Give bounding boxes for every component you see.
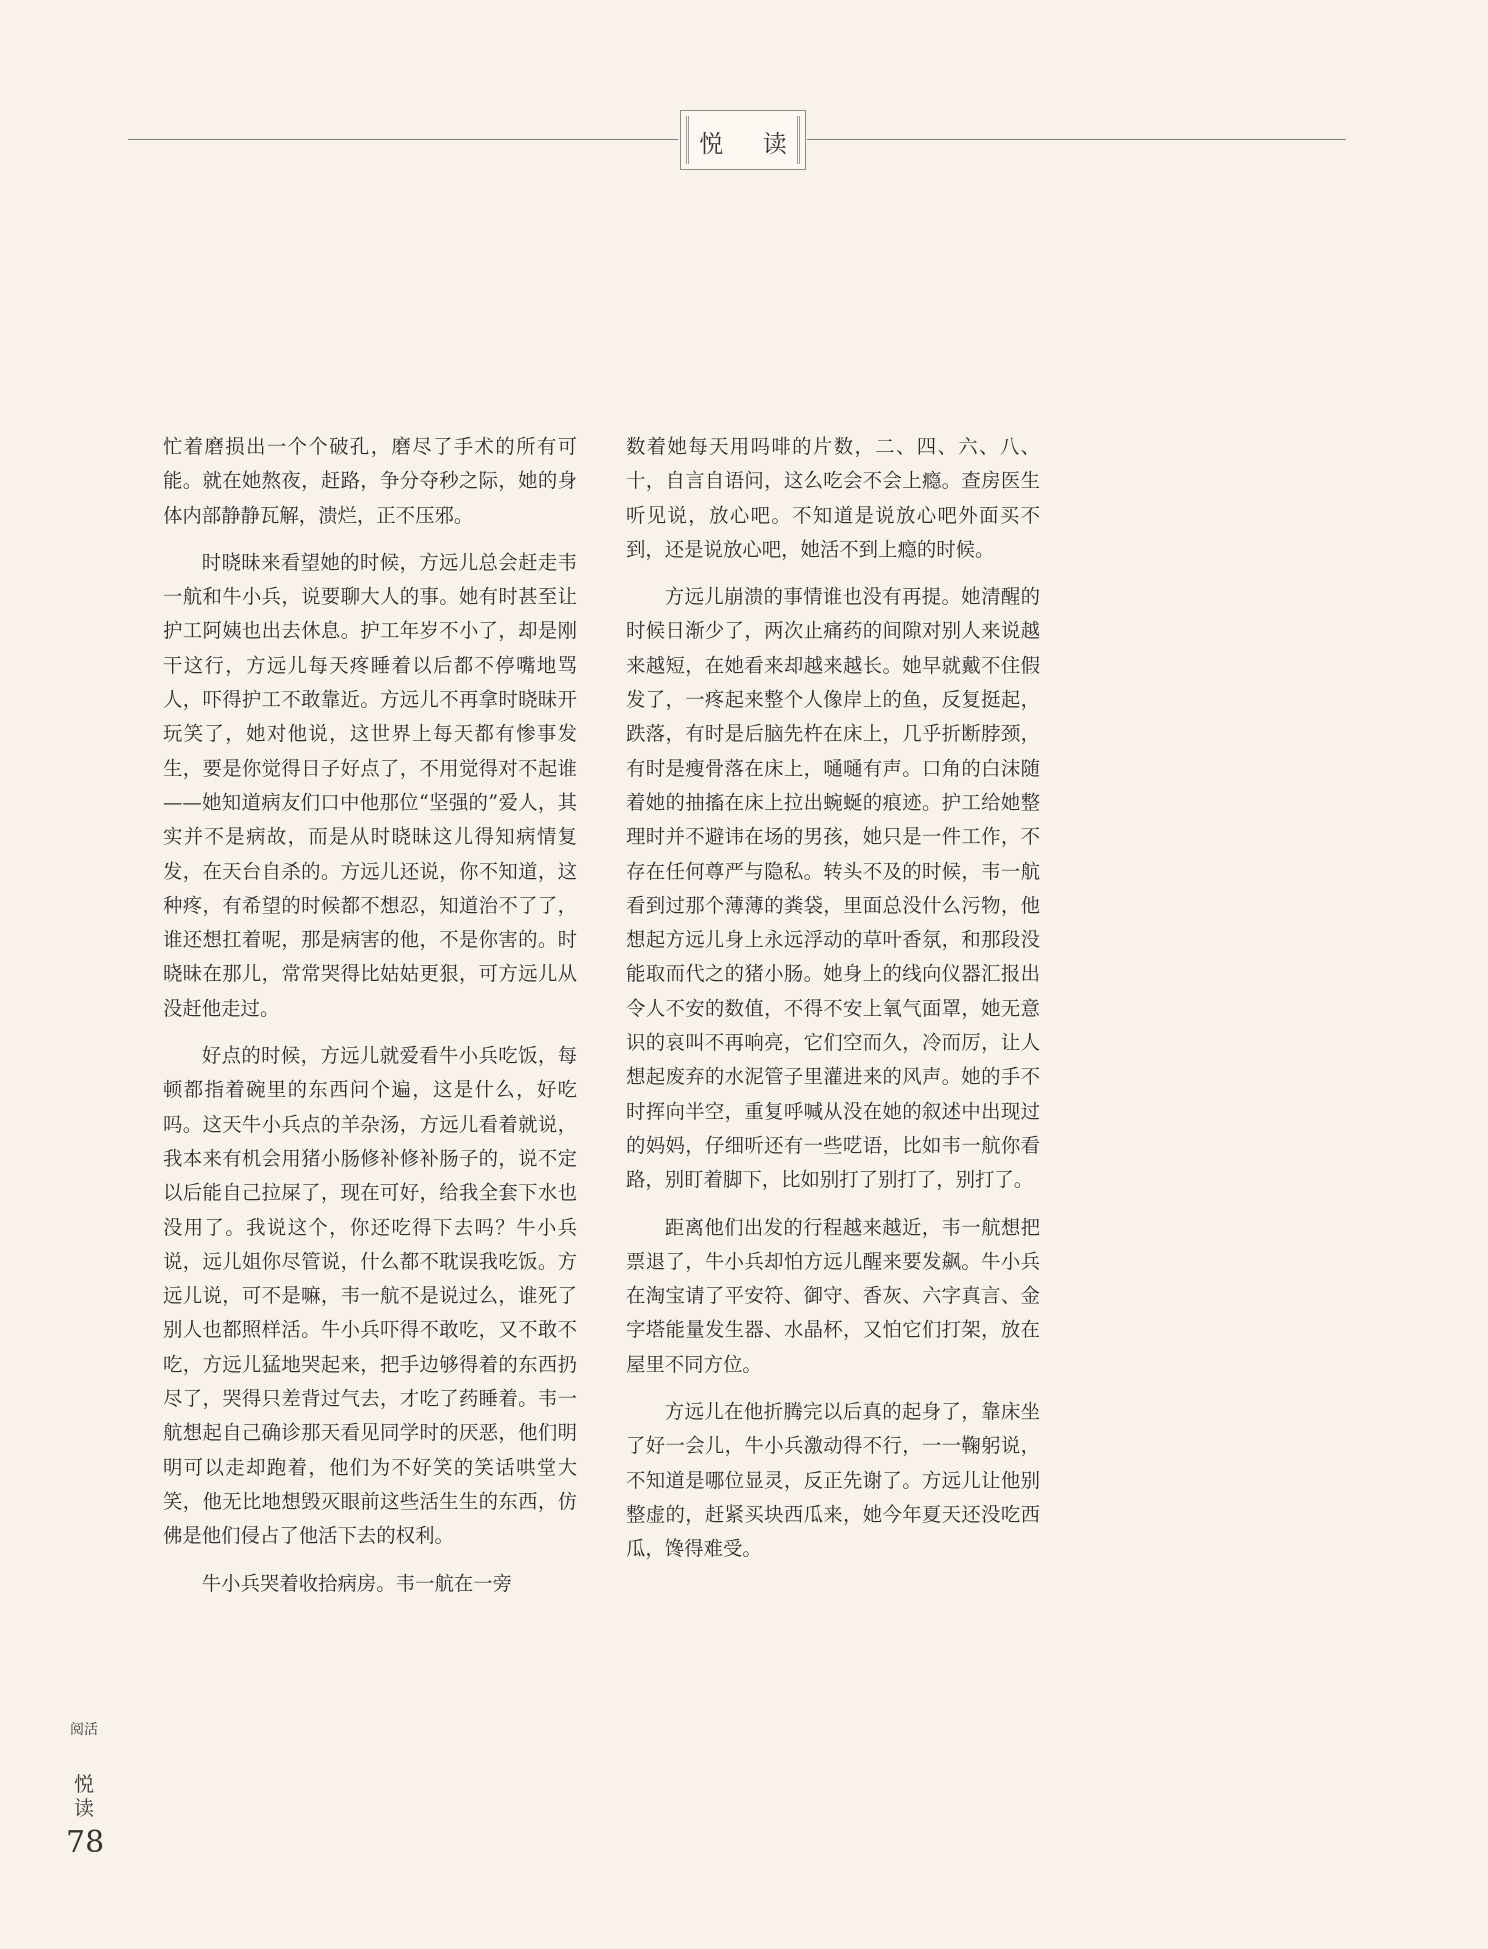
section-side-label	[70, 1772, 98, 1820]
paragraph: 时晓昧来看望她的时候，方远儿总会赶走韦一航和牛小兵，说要聊大人的事。她有时甚至让护工阿姨也出去休息。护工年岁不小了，却是刚干这行，方远儿每天疼睡着以后都不停嘴地骂人，吓得护工不敢靠近。方远儿不再拿时晓昧开玩笑了，她对他说，这世界上每天都有惨事发生，要是你觉得日子好点了，不用觉得对不起谁——她知道病友们口中他那位“坚强的”爱人，其实并不是病故，而是从时晓昧这儿得知病情复发，在天台自杀的。方远儿还说，你不知道，这种疼，有希望的时候都不想忍，知道治不了了，谁还想扛着呢，那是病害的他，不是你害的。时晓昧在那儿，常常哭得比姑姑更狠，可方远儿从没赶他走过。	[163, 550, 577, 1020]
header-rule-right	[807, 139, 1346, 140]
section-title: 悦 读	[699, 130, 803, 158]
left-column	[163, 430, 577, 1614]
right-column	[626, 430, 1040, 1580]
section-side-text: 悦读	[74, 1772, 94, 1820]
page-number: 78	[66, 1825, 105, 1860]
paragraph: 数着她每天用吗啡的片数，二、四、六、八、十，自言自语问，这么吃会不会上瘾。查房医生听见说，放心吧。不知道是说放心吧外面买不到，还是说放心吧，她活不到上瘾的时候。	[626, 435, 1040, 561]
paragraph: 好点的时候，方远儿就爱看牛小兵吃饭，每顿都指着碗里的东西问个遍，这是什么，好吃吗。这天牛小兵点的羊杂汤，方远儿看着就说，我本来有机会用猪小肠修补修补肠子的，说不定以后能自己拉屎了，现在可好，给我全套下水也没用了。我说这个，你还吃得下去吗？牛小兵说，远儿姐你尽管说，什么都不耽误我吃饭。方远儿说，可不是嘛，韦一航不是说过么，谁死了别人也都照样活。牛小兵吓得不敢吃，又不敢不吃，方远儿猛地哭起来，把手边够得着的东西扔尽了，哭得只差背过气去，才吃了药睡着。韦一航想起自己确诊那天看见同学时的厌恶，他们明明可以走却跑着，他们为不好笑的笑话哄堂大笑，他无比地想毁灭眼前这些活生生的东西，仿佛是他们侵占了他活下去的权利。	[163, 1044, 577, 1548]
magazine-label: 阅活	[70, 1722, 98, 1738]
section-header	[680, 110, 806, 170]
paragraph: 距离他们出发的行程越来越近，韦一航想把票退了，牛小兵却怕方远儿醒来要发飙。牛小兵在淘宝请了平安符、御守、香灰、六字真言、金字塔能量发生器、水晶杯，又怕它们打架，放在屋里不同方位。	[626, 1215, 1040, 1376]
paragraph: 方远儿崩溃的事情谁也没有再提。她清醒的时候日渐少了，两次止痛药的间隙对别人来说越来越短，在她看来却越来越长。她早就戴不住假发了，一疼起来整个人像岸上的鱼，反复挺起，跌落，有时是后脑先杵在床上，几乎折断脖颈，有时是瘦骨落在床上，嗵嗵有声。口角的白沫随着她的抽搐在床上拉出蜿蜒的痕迹。护工给她整理时并不避讳在场的男孩，她只是一件工作，不存在任何尊严与隐私。转头不及的时候，韦一航看到过那个薄薄的粪袋，里面总没什么污物，他想起方远儿身上永远浮动的草叶香氛，和那段没能取而代之的猪小肠。她身上的线向仪器汇报出令人不安的数值，不得不安上氧气面罩，她无意识的哀叫不再响亮，它们空而久，冷而厉，让人想起废弃的水泥管子里灌进来的风声。她的手不时挥向半空，重复呼喊从没在她的叙述中出现过的妈妈，仔细听还有一些呓语，比如韦一航你看路，别盯着脚下，比如别打了别打了，别打了。	[626, 585, 1040, 1192]
header-rule-left	[128, 139, 678, 140]
paragraph: 牛小兵哭着收拾病房。韦一航在一旁	[201, 1571, 513, 1595]
paragraph: 忙着磨损出一个个破孔，磨尽了手术的所有可能。就在她熬夜，赶路，争分夺秒之际，她的身体内部静静瓦解，溃烂，正不压邪。	[163, 435, 577, 527]
paragraph: 方远儿在他折腾完以后真的起身了，靠床坐了好一会儿，牛小兵激动得不行，一一鞠躬说，不知道是哪位显灵，反正先谢了。方远儿让他别整虚的，赶紧买块西瓜来，她今年夏天还没吃西瓜，馋得难受。	[626, 1400, 1040, 1561]
magazine-name	[70, 1722, 98, 1738]
